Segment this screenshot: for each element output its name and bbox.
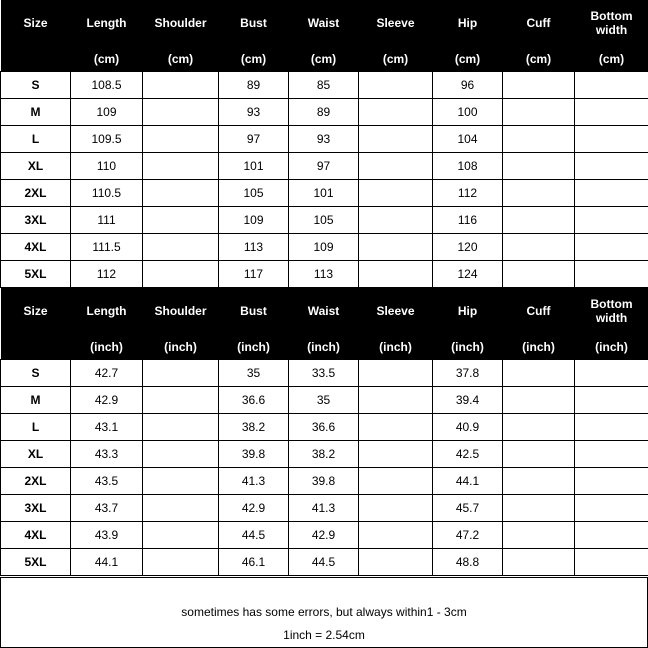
sleeve-cell (359, 387, 433, 414)
table-row (1, 153, 648, 180)
length-cell: 109.5 (71, 126, 143, 153)
unit-bust: (inch) (219, 334, 289, 360)
shoulder-cell (143, 126, 219, 153)
cuff-cell (503, 72, 575, 99)
unit-cuff: (inch) (503, 334, 575, 360)
hip-cell: 48.8 (433, 549, 503, 576)
unit-sleeve: (inch) (359, 334, 433, 360)
table-row (1, 522, 648, 549)
length-cell: 110.5 (71, 180, 143, 207)
length-cell: 43.5 (71, 468, 143, 495)
waist-cell: 93 (289, 126, 359, 153)
length-cell: 110 (71, 153, 143, 180)
bottom-width-cell (575, 234, 648, 261)
header-length: Length (71, 288, 143, 335)
length-cell: 42.7 (71, 360, 143, 387)
note-box (0, 577, 648, 648)
shoulder-cell (143, 549, 219, 576)
bust-cell: 109 (219, 207, 289, 234)
size-cell: XL (1, 153, 71, 180)
cuff-cell (503, 549, 575, 576)
unit-bottom-width: (cm) (575, 46, 648, 72)
cuff-cell (503, 495, 575, 522)
shoulder-cell (143, 72, 219, 99)
shoulder-cell (143, 153, 219, 180)
cuff-cell (503, 261, 575, 288)
hip-cell: 44.1 (433, 468, 503, 495)
sleeve-cell (359, 72, 433, 99)
size-cell: 2XL (1, 180, 71, 207)
tolerance-note: sometimes has some errors, but always within1 - 3cm (1, 605, 647, 619)
shoulder-cell (143, 261, 219, 288)
length-cell: 111 (71, 207, 143, 234)
cuff-cell (503, 522, 575, 549)
shoulder-cell (143, 234, 219, 261)
unit-waist: (inch) (289, 334, 359, 360)
cuff-cell (503, 99, 575, 126)
sleeve-cell (359, 549, 433, 576)
table-row (1, 99, 648, 126)
hip-cell: 100 (433, 99, 503, 126)
header-size: Size (1, 0, 71, 46)
hip-cell: 96 (433, 72, 503, 99)
size-cell: S (1, 72, 71, 99)
unit-bottom-width: (inch) (575, 334, 648, 360)
table-row (1, 468, 648, 495)
hip-cell: 37.8 (433, 360, 503, 387)
waist-cell: 101 (289, 180, 359, 207)
bottom-width-cell (575, 387, 648, 414)
table-row (1, 441, 648, 468)
bottom-width-cell (575, 180, 648, 207)
table-row (1, 387, 648, 414)
sleeve-cell (359, 126, 433, 153)
length-cell: 42.9 (71, 387, 143, 414)
hip-cell: 120 (433, 234, 503, 261)
bottom-width-cell (575, 360, 648, 387)
waist-cell: 113 (289, 261, 359, 288)
table-row (1, 126, 648, 153)
shoulder-cell (143, 441, 219, 468)
bottom-width-cell (575, 261, 648, 288)
sleeve-cell (359, 360, 433, 387)
sleeve-cell (359, 495, 433, 522)
cuff-cell (503, 153, 575, 180)
sleeve-cell (359, 180, 433, 207)
bust-cell: 35 (219, 360, 289, 387)
bottom-width-cell (575, 495, 648, 522)
bottom-width-cell (575, 441, 648, 468)
bottom-width-cell (575, 207, 648, 234)
shoulder-cell (143, 180, 219, 207)
hip-cell: 104 (433, 126, 503, 153)
bottom-width-cell (575, 126, 648, 153)
waist-cell: 97 (289, 153, 359, 180)
table-row (1, 495, 648, 522)
waist-cell: 85 (289, 72, 359, 99)
table-row (1, 180, 648, 207)
unit-blank (1, 334, 71, 360)
sleeve-cell (359, 414, 433, 441)
length-cell: 44.1 (71, 549, 143, 576)
inch-table-header-row (1, 288, 648, 335)
length-cell: 43.7 (71, 495, 143, 522)
hip-cell: 108 (433, 153, 503, 180)
header-hip: Hip (433, 288, 503, 335)
cuff-cell (503, 234, 575, 261)
shoulder-cell (143, 387, 219, 414)
hip-cell: 45.7 (433, 495, 503, 522)
shoulder-cell (143, 360, 219, 387)
bust-cell: 46.1 (219, 549, 289, 576)
header-length: Length (71, 0, 143, 46)
size-cell: L (1, 414, 71, 441)
bust-cell: 39.8 (219, 441, 289, 468)
unit-waist: (cm) (289, 46, 359, 72)
length-cell: 111.5 (71, 234, 143, 261)
cuff-cell (503, 414, 575, 441)
unit-hip: (cm) (433, 46, 503, 72)
size-cell: 4XL (1, 234, 71, 261)
waist-cell: 105 (289, 207, 359, 234)
table-row (1, 72, 648, 99)
sleeve-cell (359, 207, 433, 234)
size-cell: 4XL (1, 522, 71, 549)
bust-cell: 36.6 (219, 387, 289, 414)
shoulder-cell (143, 495, 219, 522)
length-cell: 43.1 (71, 414, 143, 441)
table-row (1, 207, 648, 234)
waist-cell: 42.9 (289, 522, 359, 549)
unit-length: (cm) (71, 46, 143, 72)
cuff-cell (503, 126, 575, 153)
header-bust: Bust (219, 288, 289, 335)
hip-cell: 124 (433, 261, 503, 288)
hip-cell: 42.5 (433, 441, 503, 468)
hip-cell: 40.9 (433, 414, 503, 441)
sleeve-cell (359, 234, 433, 261)
header-sleeve: Sleeve (359, 0, 433, 46)
waist-cell: 89 (289, 99, 359, 126)
sleeve-cell (359, 153, 433, 180)
size-cell: L (1, 126, 71, 153)
sleeve-cell (359, 441, 433, 468)
unit-bust: (cm) (219, 46, 289, 72)
bust-cell: 41.3 (219, 468, 289, 495)
cuff-cell (503, 387, 575, 414)
size-cell: 5XL (1, 549, 71, 576)
waist-cell: 41.3 (289, 495, 359, 522)
cuff-cell (503, 207, 575, 234)
table-row (1, 234, 648, 261)
hip-cell: 39.4 (433, 387, 503, 414)
table-row (1, 261, 648, 288)
table-row (1, 549, 648, 576)
unit-shoulder: (inch) (143, 334, 219, 360)
cm-table-header-row (1, 0, 648, 46)
shoulder-cell (143, 468, 219, 495)
bottom-width-cell (575, 549, 648, 576)
bust-cell: 97 (219, 126, 289, 153)
shoulder-cell (143, 207, 219, 234)
cuff-cell (503, 360, 575, 387)
cm-table-unit-row (1, 46, 648, 72)
conversion-note: 1inch = 2.54cm (1, 628, 647, 642)
bust-cell: 101 (219, 153, 289, 180)
size-cell: 5XL (1, 261, 71, 288)
header-size: Size (1, 288, 71, 335)
bust-cell: 117 (219, 261, 289, 288)
header-sleeve: Sleeve (359, 288, 433, 335)
waist-cell: 109 (289, 234, 359, 261)
table-row (1, 360, 648, 387)
bust-cell: 42.9 (219, 495, 289, 522)
length-cell: 108.5 (71, 72, 143, 99)
shoulder-cell (143, 522, 219, 549)
bust-cell: 89 (219, 72, 289, 99)
length-cell: 43.3 (71, 441, 143, 468)
size-cell: 3XL (1, 495, 71, 522)
header-waist: Waist (289, 0, 359, 46)
cuff-cell (503, 180, 575, 207)
header-hip: Hip (433, 0, 503, 46)
size-cell: 3XL (1, 207, 71, 234)
inch-table-unit-row (1, 334, 648, 360)
header-bottom-width: Bottom width (575, 288, 648, 335)
unit-cuff: (cm) (503, 46, 575, 72)
header-waist: Waist (289, 288, 359, 335)
shoulder-cell (143, 99, 219, 126)
bottom-width-cell (575, 72, 648, 99)
bust-cell: 105 (219, 180, 289, 207)
bottom-width-cell (575, 99, 648, 126)
length-cell: 109 (71, 99, 143, 126)
size-cell: XL (1, 441, 71, 468)
unit-blank (1, 46, 71, 72)
unit-shoulder: (cm) (143, 46, 219, 72)
length-cell: 43.9 (71, 522, 143, 549)
bust-cell: 44.5 (219, 522, 289, 549)
size-cell: M (1, 387, 71, 414)
header-bust: Bust (219, 0, 289, 46)
hip-cell: 112 (433, 180, 503, 207)
bust-cell: 93 (219, 99, 289, 126)
shoulder-cell (143, 414, 219, 441)
header-shoulder: Shoulder (143, 288, 219, 335)
bust-cell: 113 (219, 234, 289, 261)
sleeve-cell (359, 99, 433, 126)
bottom-width-cell (575, 414, 648, 441)
waist-cell: 39.8 (289, 468, 359, 495)
cuff-cell (503, 441, 575, 468)
header-cuff: Cuff (503, 0, 575, 46)
sleeve-cell (359, 522, 433, 549)
bottom-width-cell (575, 153, 648, 180)
bust-cell: 38.2 (219, 414, 289, 441)
bottom-width-cell (575, 522, 648, 549)
hip-cell: 116 (433, 207, 503, 234)
header-cuff: Cuff (503, 288, 575, 335)
waist-cell: 35 (289, 387, 359, 414)
sleeve-cell (359, 261, 433, 288)
header-bottom-width: Bottom width (575, 0, 648, 46)
waist-cell: 33.5 (289, 360, 359, 387)
bottom-width-cell (575, 468, 648, 495)
cuff-cell (503, 468, 575, 495)
table-row (1, 414, 648, 441)
length-cell: 112 (71, 261, 143, 288)
waist-cell: 44.5 (289, 549, 359, 576)
size-cell: 2XL (1, 468, 71, 495)
waist-cell: 36.6 (289, 414, 359, 441)
unit-sleeve: (cm) (359, 46, 433, 72)
size-cell: S (1, 360, 71, 387)
unit-hip: (inch) (433, 334, 503, 360)
unit-length: (inch) (71, 334, 143, 360)
hip-cell: 47.2 (433, 522, 503, 549)
header-shoulder: Shoulder (143, 0, 219, 46)
sleeve-cell (359, 468, 433, 495)
size-cell: M (1, 99, 71, 126)
waist-cell: 38.2 (289, 441, 359, 468)
